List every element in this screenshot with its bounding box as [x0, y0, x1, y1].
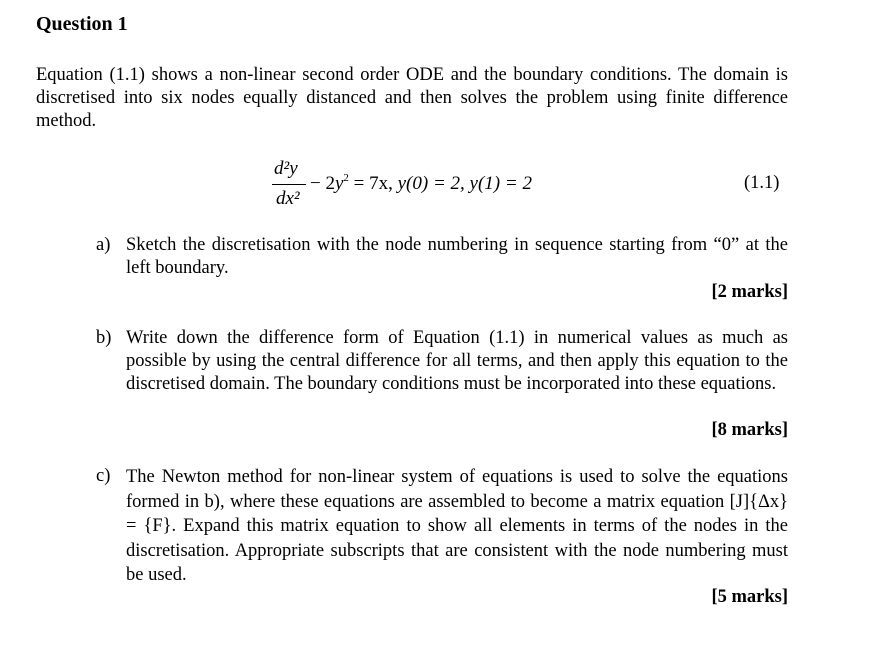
part-b-label: b) — [96, 328, 112, 348]
matrix-equation: [J]{Δx} = {F} — [126, 491, 789, 536]
fraction-denominator: dx² — [276, 188, 300, 209]
boundary-condition-right: y(1) = 2 — [469, 173, 532, 194]
second-derivative-fraction — [268, 156, 308, 216]
question-title: Question 1 — [36, 13, 128, 35]
equation-y: y — [334, 173, 344, 194]
fraction-numerator: d²y — [274, 158, 298, 179]
part-a-label: a) — [96, 235, 111, 255]
part-b-marks: [8 marks] — [711, 420, 788, 440]
intro-paragraph: Equation (1.1) shows a non-linear second order ODE and the boundary conditions. The domain is discretised into six nodes equally distanced and then solves the problem using finite difference method. — [36, 65, 788, 131]
part-c-text — [126, 465, 788, 588]
equation-number: (1.1) — [744, 173, 780, 193]
equation-rhs: = 7x, — [348, 173, 398, 194]
part-b-text: Write down the difference form of Equation (1.1) in numerical values as much as possible by using the central difference for all terms, and then apply this equation to the discretised domain. The boundary conditions must be incorporated into these equations. — [126, 328, 788, 394]
part-a-text: Sketch the discretisation with the node numbering in sequence starting from “0” at the left boundary. — [126, 235, 788, 278]
equation-rest: − $2y^2 = 7x$, y(0) = 2, y(1) = 2 — [310, 172, 532, 194]
fraction-bar — [272, 184, 306, 185]
part-a — [96, 234, 788, 284]
part-c-text-after: . Expand this matrix equation to show all elements in terms of the nodes in the discretisation. Appropriate subscripts that are consistent with the node numbering must be used. — [126, 516, 788, 585]
equation-1-1 — [268, 156, 568, 216]
part-c-marks: [5 marks] — [711, 587, 788, 607]
part-c-label: c) — [96, 466, 111, 486]
part-c — [96, 465, 788, 585]
part-c-text-before: The Newton method for non-linear system of equations is used to solve the equations formed in b), where these equations are assembled to become a matrix equation — [126, 467, 788, 512]
part-b — [96, 327, 788, 422]
part-a-marks: [2 marks] — [711, 282, 788, 302]
boundary-condition-left: y(0) = 2, — [397, 173, 470, 194]
equation-minus-term: − 2 — [310, 173, 335, 194]
